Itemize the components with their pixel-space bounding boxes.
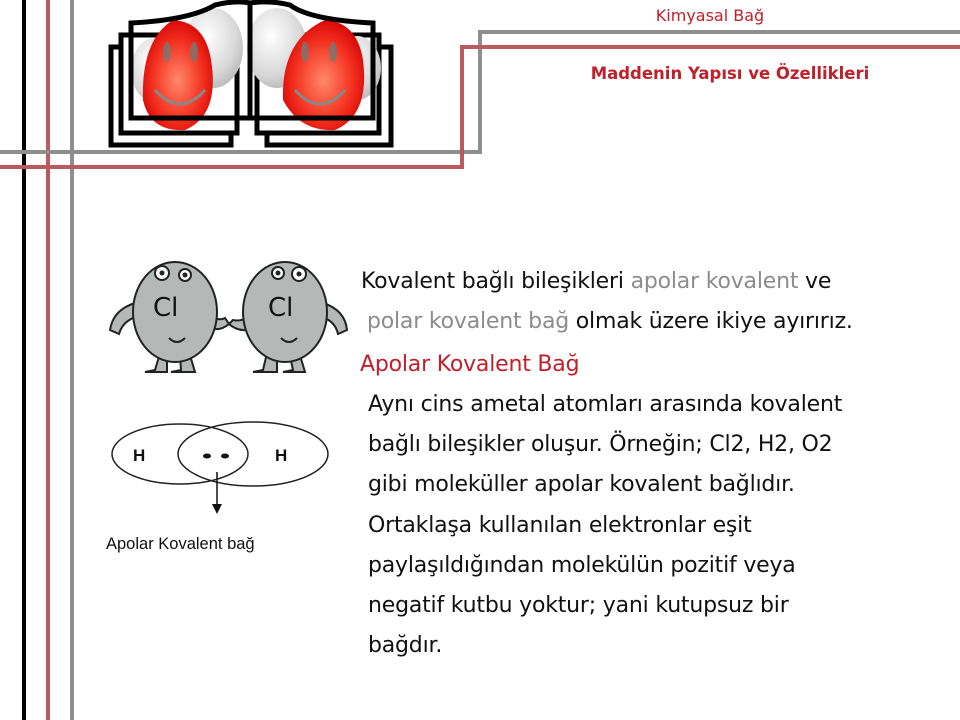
book-logo-icon <box>105 0 405 150</box>
arrow-down-icon <box>212 504 222 514</box>
diagram-caption: Apolar Kovalent bağ <box>106 535 255 553</box>
frame-line-black-vertical <box>22 0 26 720</box>
h2-orbital-diagram <box>105 418 335 518</box>
highlight-apolar: apolar kovalent <box>630 269 799 294</box>
frame-line-gray-vertical <box>70 0 74 720</box>
subject-label: Kimyasal Bağ <box>655 6 765 25</box>
frame-line-gray-top <box>478 30 960 34</box>
paragraph-1: Aynı cins ametal atomları arasında kovalent bağlı bileşikler oluşur. Örneğin; Cl2, H2, O2 gibi moleküller apolar kovalent bağlıdır. <box>368 392 843 497</box>
frame-line-red-top <box>460 45 960 49</box>
electron-dot <box>221 454 229 459</box>
intro-text: Kovalent bağlı bileşikleri apolar kovalent ve polar kovalent bağ olmak üzere ikiye ayırırız. <box>361 269 853 334</box>
unit-title: Maddenin Yapısı ve Özellikleri <box>590 64 870 83</box>
paragraph-2: Ortaklaşa kullanılan elektronlar eşit paylaşıldığından molekülün pozitif veya negatif kutbu yoktur; yani kutupsuz bir bağdır. <box>368 513 796 658</box>
frame-line-red-vertical <box>46 0 50 720</box>
cl-atoms-illustration <box>105 248 355 378</box>
frame-line-gray-horizontal <box>0 150 482 154</box>
highlight-polar: polar kovalent bağ <box>367 309 569 334</box>
cl-right-label: Cl <box>268 293 294 323</box>
cl-left-label: Cl <box>153 293 179 323</box>
electron-dot <box>203 454 211 459</box>
frame-line-red-horizontal <box>0 165 464 169</box>
frame-line-red-step <box>460 45 464 169</box>
h-right-label: H <box>275 446 288 465</box>
h-left-label: H <box>133 446 146 465</box>
section-heading: Apolar Kovalent Bağ <box>360 352 580 377</box>
